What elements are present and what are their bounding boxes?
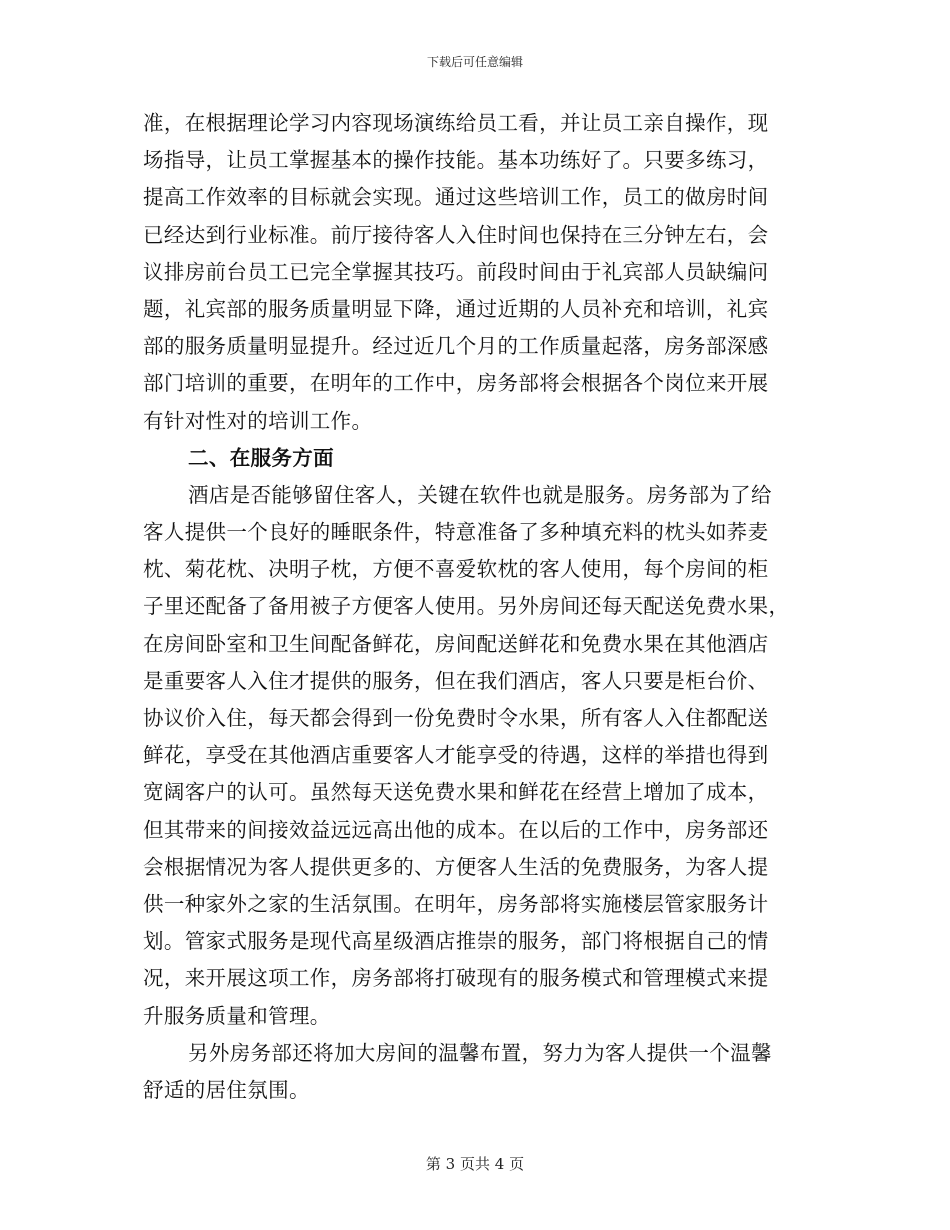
- text-line: 场指导，让员工掌握基本的操作技能。基本功练好了。只要多练习，: [143, 148, 769, 173]
- paragraph-3: [143, 1035, 803, 1109]
- text-line: 提高工作效率的目标就会实现。通过这些培训工作，员工的做房时间: [143, 185, 769, 210]
- text-line: 部门培训的重要，在明年的工作中，房务部将会根据各个岗位来开展: [143, 371, 769, 396]
- text-line: 供一种家外之家的生活氛围。在明年，房务部将实施楼层管家服务计: [143, 891, 769, 916]
- text-line: 有针对性对的培训工作。: [143, 408, 373, 433]
- text-line: 子里还配备了备用被子方便客人使用。另外房间还每天配送免费水果，: [143, 594, 790, 619]
- text-line: 升服务质量和管理。: [143, 1003, 331, 1028]
- paragraph-2: [143, 477, 803, 1035]
- text-line: 舒适的居住氛围。: [143, 1077, 310, 1102]
- text-line: 划。管家式服务是现代高星级酒店推崇的服务，部门将根据自己的情: [143, 929, 769, 954]
- text-line: 另外房务部还将加大房间的温馨布置，努力为客人提供一个温馨: [188, 1040, 772, 1065]
- paragraph-1: [143, 105, 803, 440]
- text-line: 议排房前台员工已完全掌握其技巧。前段时间由于礼宾部人员缺编问: [143, 259, 769, 284]
- text-line: 但其带来的间接效益远远高出他的成本。在以后的工作中，房务部还: [143, 817, 769, 842]
- text-line: 枕、菊花枕、决明子枕，方便不喜爱软枕的客人使用，每个房间的柜: [143, 557, 769, 582]
- text-line: 宽阔客户的认可。虽然每天送免费水果和鲜花在经营上增加了成本，: [143, 780, 769, 805]
- text-line: 在房间卧室和卫生间配备鲜花，房间配送鲜花和免费水果在其他酒店: [143, 631, 769, 656]
- text-line: 是重要客人入住才提供的服务，但在我们酒店，客人只要是柜台价、: [143, 668, 769, 693]
- page-number: 第 3 页共 4 页: [425, 1155, 525, 1173]
- text-line: 鲜花，享受在其他酒店重要客人才能享受的待遇，这样的举措也得到: [143, 743, 769, 768]
- text-line: 准，在根据理论学习内容现场演练给员工看，并让员工亲自操作，现: [143, 111, 769, 135]
- section-heading: 二、在服务方面: [188, 445, 334, 470]
- text-line: 已经达到行业标准。前厅接待客人入住时间也保持在三分钟左右，会: [143, 222, 769, 247]
- text-line: 题，礼宾部的服务质量明显下降，通过近期的人员补充和培训，礼宾: [143, 296, 769, 321]
- text-line: 协议价入住，每天都会得到一份免费时令水果，所有客人入住都配送: [143, 706, 769, 730]
- text-line: 况，来开展这项工作，房务部将打破现有的服务模式和管理模式来提: [143, 966, 769, 991]
- text-line: 会根据情况为客人提供更多的、方便客人生活的免费服务，为客人提: [143, 854, 769, 879]
- document-body: [143, 105, 803, 1109]
- page-header: 下载后可任意编辑: [426, 55, 523, 69]
- text-line: 客人提供一个良好的睡眠条件，特意准备了多种填充料的枕头如荞麦: [143, 520, 769, 545]
- text-line: 部的服务质量明显提升。经过近几个月的工作质量起落，房务部深感: [143, 334, 769, 359]
- text-line: 酒店是否能够留住客人，关键在软件也就是服务。房务部为了给: [188, 482, 772, 507]
